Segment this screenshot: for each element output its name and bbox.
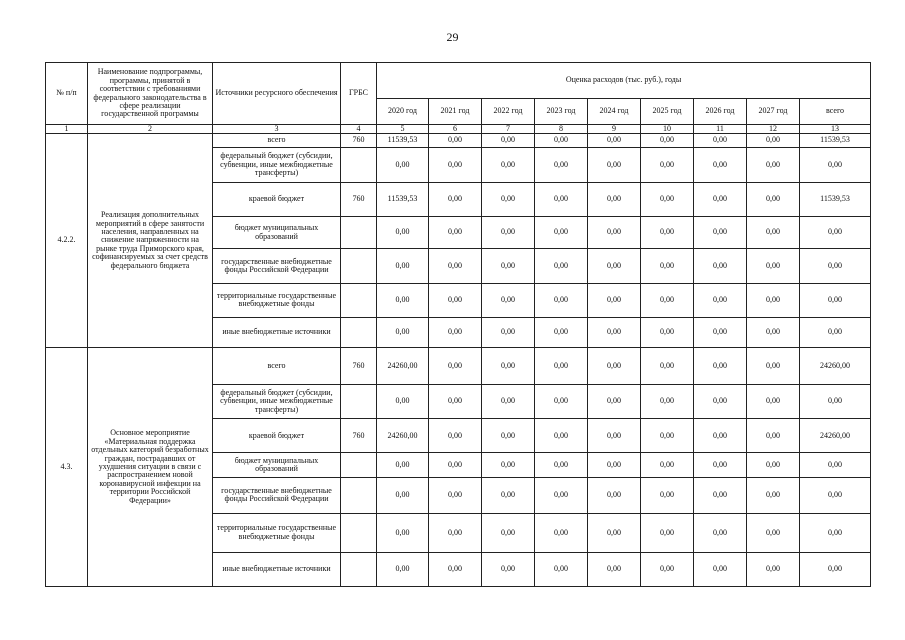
year-value: 0,00 xyxy=(588,182,641,216)
year-value: 0,00 xyxy=(641,134,694,148)
total-value: 0,00 xyxy=(800,384,871,418)
year-value: 0,00 xyxy=(482,384,535,418)
total-value: 0,00 xyxy=(800,514,871,552)
item-code: 4.2.2. xyxy=(46,134,88,348)
year-value: 0,00 xyxy=(641,216,694,248)
year-value: 0,00 xyxy=(694,216,747,248)
table-row xyxy=(46,348,871,384)
year-value: 0,00 xyxy=(535,182,588,216)
grbs-code: 760 xyxy=(341,134,377,148)
column-number: 5 xyxy=(377,125,429,134)
year-value: 0,00 xyxy=(535,249,588,283)
year-value: 0,00 xyxy=(535,453,588,477)
item-name: Реализация дополнительных мероприятий в сфере занятости населения, направленных на снижение напряженности на рынке труда Приморского края, софинансируемых за счет средств федерального бюджета xyxy=(88,134,213,348)
funding-source: федеральный бюджет (субсидии, субвенции, иные межбюджетные трансферты) xyxy=(213,148,341,182)
year-value: 0,00 xyxy=(641,148,694,182)
funding-source: иные внебюджетные источники xyxy=(213,552,341,586)
year-value: 0,00 xyxy=(482,249,535,283)
header-year: 2021 год xyxy=(429,99,482,125)
total-value: 0,00 xyxy=(800,283,871,317)
year-value: 0,00 xyxy=(694,552,747,586)
year-value: 0,00 xyxy=(694,477,747,513)
table-row xyxy=(46,134,871,148)
year-value: 0,00 xyxy=(377,249,429,283)
column-number: 12 xyxy=(747,125,800,134)
year-value: 0,00 xyxy=(588,216,641,248)
year-value: 0,00 xyxy=(588,384,641,418)
grbs-code xyxy=(341,148,377,182)
column-number-row xyxy=(46,125,871,134)
year-value: 0,00 xyxy=(535,348,588,384)
year-value: 0,00 xyxy=(535,148,588,182)
column-number: 10 xyxy=(641,125,694,134)
year-value: 0,00 xyxy=(747,148,800,182)
year-value: 0,00 xyxy=(641,182,694,216)
year-value: 0,00 xyxy=(641,477,694,513)
column-number: 11 xyxy=(694,125,747,134)
total-value: 0,00 xyxy=(800,148,871,182)
year-value: 0,00 xyxy=(641,283,694,317)
year-value: 0,00 xyxy=(429,552,482,586)
item-code: 4.3. xyxy=(46,348,88,587)
year-value: 0,00 xyxy=(747,249,800,283)
year-value: 0,00 xyxy=(747,216,800,248)
funding-source: территориальные государственные внебюджетные фонды xyxy=(213,283,341,317)
year-value: 0,00 xyxy=(482,134,535,148)
year-value: 0,00 xyxy=(641,514,694,552)
year-value: 0,00 xyxy=(429,384,482,418)
year-value: 0,00 xyxy=(482,419,535,453)
total-value: 24260,00 xyxy=(800,419,871,453)
year-value: 0,00 xyxy=(429,249,482,283)
funding-source: всего xyxy=(213,348,341,384)
item-name: Основное мероприятие «Материальная поддержка отдельных категорий безработных граждан, пострадавших от ухудшения ситуации в связи с распространением новой коронавирусной инфекции на территории Российской Федерации» xyxy=(88,348,213,587)
year-value: 0,00 xyxy=(429,477,482,513)
year-value: 0,00 xyxy=(482,477,535,513)
year-value: 0,00 xyxy=(747,419,800,453)
grbs-code xyxy=(341,552,377,586)
year-value: 0,00 xyxy=(747,453,800,477)
header-number: № п/п xyxy=(46,63,88,125)
year-value: 0,00 xyxy=(747,182,800,216)
year-value: 0,00 xyxy=(694,148,747,182)
year-value: 0,00 xyxy=(588,348,641,384)
year-value: 0,00 xyxy=(747,283,800,317)
grbs-code: 760 xyxy=(341,348,377,384)
funding-source: государственные внебюджетные фонды Российской Федерации xyxy=(213,477,341,513)
grbs-code: 760 xyxy=(341,182,377,216)
year-value: 0,00 xyxy=(641,384,694,418)
grbs-code xyxy=(341,514,377,552)
year-value: 0,00 xyxy=(747,384,800,418)
year-value: 0,00 xyxy=(535,216,588,248)
total-value: 0,00 xyxy=(800,477,871,513)
funding-source: государственные внебюджетные фонды Российской Федерации xyxy=(213,249,341,283)
year-value: 0,00 xyxy=(588,514,641,552)
total-value: 0,00 xyxy=(800,216,871,248)
year-value: 0,00 xyxy=(747,348,800,384)
year-value: 0,00 xyxy=(588,419,641,453)
year-value: 0,00 xyxy=(694,318,747,348)
year-value: 0,00 xyxy=(694,514,747,552)
column-number: 4 xyxy=(341,125,377,134)
year-value: 0,00 xyxy=(482,453,535,477)
total-value: 0,00 xyxy=(800,318,871,348)
header-year: 2023 год xyxy=(535,99,588,125)
year-value: 0,00 xyxy=(588,453,641,477)
year-value: 0,00 xyxy=(694,348,747,384)
year-value: 0,00 xyxy=(588,318,641,348)
funding-source: бюджет муниципальных образований xyxy=(213,453,341,477)
year-value: 0,00 xyxy=(482,216,535,248)
year-value: 0,00 xyxy=(482,348,535,384)
year-value: 0,00 xyxy=(482,318,535,348)
page-number: 29 xyxy=(446,30,459,44)
year-value: 0,00 xyxy=(429,348,482,384)
budget-table xyxy=(45,62,871,587)
year-value: 0,00 xyxy=(641,453,694,477)
year-value: 0,00 xyxy=(694,182,747,216)
header-year: 2024 год xyxy=(588,99,641,125)
year-value: 0,00 xyxy=(535,384,588,418)
year-value: 0,00 xyxy=(641,419,694,453)
year-value: 11539,53 xyxy=(377,134,429,148)
year-value: 0,00 xyxy=(377,384,429,418)
year-value: 0,00 xyxy=(747,552,800,586)
column-number: 1 xyxy=(46,125,88,134)
year-value: 0,00 xyxy=(535,283,588,317)
year-value: 0,00 xyxy=(694,419,747,453)
total-value: 24260,00 xyxy=(800,348,871,384)
year-value: 0,00 xyxy=(482,148,535,182)
funding-source: краевой бюджет xyxy=(213,419,341,453)
header-year: 2027 год xyxy=(747,99,800,125)
year-value: 0,00 xyxy=(747,477,800,513)
total-value: 11539,53 xyxy=(800,134,871,148)
year-value: 11539,53 xyxy=(377,182,429,216)
year-value: 24260,00 xyxy=(377,419,429,453)
year-value: 0,00 xyxy=(535,477,588,513)
year-value: 0,00 xyxy=(694,134,747,148)
year-value: 0,00 xyxy=(482,514,535,552)
header-grbs: ГРБС xyxy=(341,63,377,125)
year-value: 0,00 xyxy=(535,514,588,552)
year-value: 0,00 xyxy=(535,419,588,453)
column-number: 6 xyxy=(429,125,482,134)
table-body xyxy=(46,134,871,587)
year-value: 0,00 xyxy=(429,182,482,216)
column-number: 7 xyxy=(482,125,535,134)
year-value: 0,00 xyxy=(694,249,747,283)
year-value: 0,00 xyxy=(747,134,800,148)
year-value: 0,00 xyxy=(535,134,588,148)
column-number: 3 xyxy=(213,125,341,134)
total-value: 11539,53 xyxy=(800,182,871,216)
grbs-code xyxy=(341,477,377,513)
funding-source: иные внебюджетные источники xyxy=(213,318,341,348)
grbs-code xyxy=(341,453,377,477)
header-source: Источники ресурсного обеспечения xyxy=(213,63,341,125)
column-number: 13 xyxy=(800,125,871,134)
year-value: 0,00 xyxy=(641,318,694,348)
grbs-code xyxy=(341,283,377,317)
year-value: 0,00 xyxy=(588,148,641,182)
year-value: 0,00 xyxy=(429,318,482,348)
year-value: 0,00 xyxy=(377,318,429,348)
year-value: 0,00 xyxy=(429,514,482,552)
year-value: 0,00 xyxy=(482,182,535,216)
year-value: 0,00 xyxy=(588,249,641,283)
year-value: 0,00 xyxy=(429,134,482,148)
year-value: 0,00 xyxy=(429,283,482,317)
column-number: 2 xyxy=(88,125,213,134)
funding-source: краевой бюджет xyxy=(213,182,341,216)
year-value: 24260,00 xyxy=(377,348,429,384)
year-value: 0,00 xyxy=(429,148,482,182)
header-year: 2026 год xyxy=(694,99,747,125)
year-value: 0,00 xyxy=(588,134,641,148)
year-value: 0,00 xyxy=(535,552,588,586)
total-value: 0,00 xyxy=(800,249,871,283)
grbs-code xyxy=(341,249,377,283)
year-value: 0,00 xyxy=(694,453,747,477)
year-value: 0,00 xyxy=(641,249,694,283)
year-value: 0,00 xyxy=(377,552,429,586)
year-value: 0,00 xyxy=(588,477,641,513)
year-value: 0,00 xyxy=(429,419,482,453)
header-year: 2025 год xyxy=(641,99,694,125)
total-value: 0,00 xyxy=(800,552,871,586)
column-number: 9 xyxy=(588,125,641,134)
year-value: 0,00 xyxy=(429,216,482,248)
year-value: 0,00 xyxy=(694,283,747,317)
year-value: 0,00 xyxy=(482,283,535,317)
header-estimate: Оценка расходов (тыс. руб.), годы xyxy=(377,63,871,99)
header-year: 2022 год xyxy=(482,99,535,125)
year-value: 0,00 xyxy=(747,514,800,552)
funding-source: бюджет муниципальных образований xyxy=(213,216,341,248)
year-value: 0,00 xyxy=(377,453,429,477)
grbs-code xyxy=(341,384,377,418)
year-value: 0,00 xyxy=(694,384,747,418)
year-value: 0,00 xyxy=(377,148,429,182)
column-number: 8 xyxy=(535,125,588,134)
total-value: 0,00 xyxy=(800,453,871,477)
year-value: 0,00 xyxy=(588,552,641,586)
year-value: 0,00 xyxy=(377,216,429,248)
year-value: 0,00 xyxy=(377,477,429,513)
year-value: 0,00 xyxy=(535,318,588,348)
funding-source: федеральный бюджет (субсидии, субвенции, иные межбюджетные трансферты) xyxy=(213,384,341,418)
header-total: всего xyxy=(800,99,871,125)
grbs-code: 760 xyxy=(341,419,377,453)
year-value: 0,00 xyxy=(641,348,694,384)
grbs-code xyxy=(341,216,377,248)
funding-source: всего xyxy=(213,134,341,148)
year-value: 0,00 xyxy=(747,318,800,348)
year-value: 0,00 xyxy=(482,552,535,586)
funding-source: территориальные государственные внебюджетные фонды xyxy=(213,514,341,552)
year-value: 0,00 xyxy=(588,283,641,317)
year-value: 0,00 xyxy=(377,283,429,317)
year-value: 0,00 xyxy=(377,514,429,552)
year-value: 0,00 xyxy=(429,453,482,477)
year-value: 0,00 xyxy=(641,552,694,586)
grbs-code xyxy=(341,318,377,348)
header-name: Наименование подпрограммы, программы, принятой в соответствии с требованиями федерального законодательства в сфере реализации государственной программы xyxy=(88,63,213,125)
header-year: 2020 год xyxy=(377,99,429,125)
